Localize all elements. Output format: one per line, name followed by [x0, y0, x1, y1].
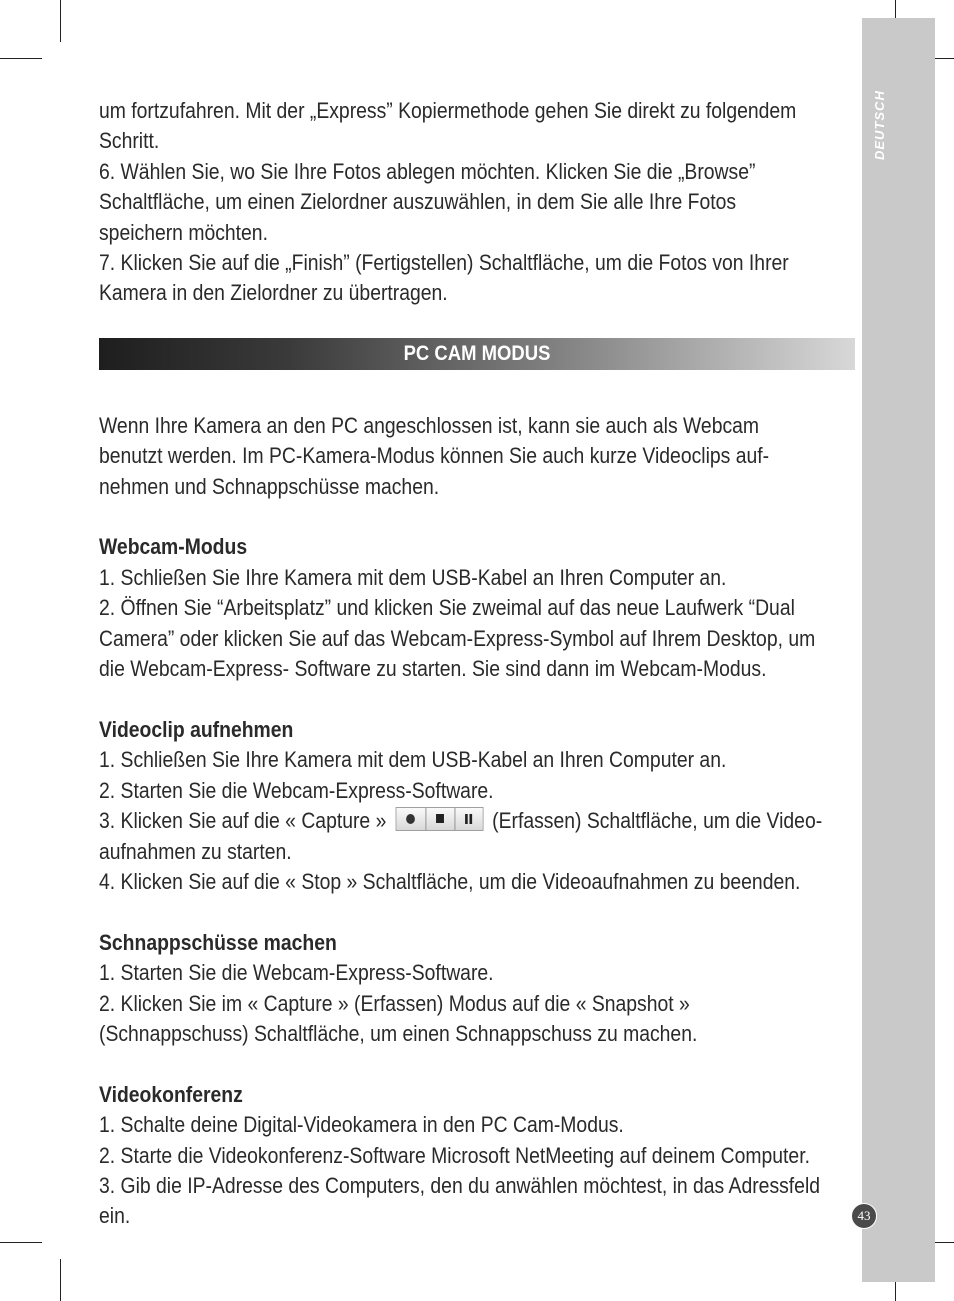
text-fragment: 3. Klicken Sie auf die « Capture » [99, 808, 387, 834]
text-line: aufnahmen zu starten. [99, 838, 292, 864]
text-line: benutzt werden. Im PC-Kamera-Modus können Sie auch kurze Videoclips auf- [99, 443, 770, 469]
text-line: ein. [99, 1203, 131, 1229]
paragraph-gap [99, 1049, 857, 1079]
text-line: nehmen und Schnappschüsse machen. [99, 473, 440, 499]
text-line: 1. Schließen Sie Ihre Kamera mit dem USB-Kabel an Ihren Computer an. [99, 564, 727, 590]
text-line: 2. Klicken Sie im « Capture » (Erfassen) Modus auf die « Snapshot » [99, 990, 690, 1016]
paragraph-gap [99, 897, 857, 927]
text-line: um fortzufahren. Mit der „Express” Kopiermethode gehen Sie direkt zu folgendem [99, 98, 797, 123]
paragraph-gap [99, 502, 857, 532]
text-line: 1. Schließen Sie Ihre Kamera mit dem USB-Kabel an Ihren Computer an. [99, 747, 727, 773]
text-line: 1. Schalte deine Digital-Videokamera in den PC Cam-Modus. [99, 1112, 624, 1138]
text-line-with-controls [99, 806, 857, 836]
text-fragment: (Erfassen) Schaltfläche, um die Video- [492, 808, 823, 834]
text-line: speichern möchten. [99, 219, 268, 245]
subheading-snapshot: Schnappschüsse machen [99, 929, 337, 955]
language-label: DEUTSCH [872, 90, 887, 160]
text-line: 3. Gib die IP-Adresse des Computers, den du anwählen möchtest, in das Adressfeld [99, 1172, 821, 1198]
crop-mark [0, 58, 42, 59]
text-line: (Schnappschuss) Schaltfläche, um einen Schnappschuss zu machen. [99, 1020, 698, 1046]
text-line: 6. Wählen Sie, wo Sie Ihre Fotos ablegen möchten. Klicken Sie die „Browse” [99, 158, 756, 184]
document-body [99, 96, 857, 1232]
pause-icon [465, 814, 468, 824]
record-icon [406, 814, 415, 824]
paragraph-gap [99, 684, 857, 714]
text-line: Camera” oder klicken Sie auf das Webcam-Express-Symbol auf Ihrem Desktop, um [99, 625, 816, 651]
divider [454, 808, 455, 830]
subheading-videoconference: Videokonferenz [99, 1081, 243, 1107]
section-spacer [99, 309, 857, 411]
text-line: 7. Klicken Sie auf die „Finish” (Fertigstellen) Schaltfläche, um die Fotos von Ihrer [99, 250, 789, 276]
subheading-webcam: Webcam-Modus [99, 534, 248, 560]
text-line: die Webcam-Express- Software zu starten. Sie sind dann im Webcam-Modus. [99, 656, 767, 682]
crop-mark [0, 1242, 42, 1243]
text-line: Schaltfläche, um einen Zielordner auszuwählen, in dem Sie alle Ihre Fotos [99, 189, 737, 215]
text-line: Kamera in den Zielordner zu übertragen. [99, 280, 448, 306]
text-line: 2. Öffnen Sie “Arbeitsplatz” und klicken Sie zweimal auf das neue Laufwerk “Dual [99, 595, 795, 621]
page-number: 43 [851, 1203, 877, 1229]
crop-mark [60, 0, 61, 42]
text-line: 2. Starten Sie die Webcam-Express-Software. [99, 777, 494, 803]
subheading-videoclip: Videoclip aufnehmen [99, 716, 294, 742]
text-line: Schritt. [99, 128, 160, 154]
stop-icon [436, 814, 444, 823]
text-line: 2. Starte die Videokonferenz-Software Microsoft NetMeeting auf deinem Computer. [99, 1142, 810, 1168]
language-side-tab [862, 18, 935, 1282]
divider [425, 808, 426, 830]
text-line: 4. Klicken Sie auf die « Stop » Schaltfläche, um die Videoaufnahmen zu beenden. [99, 868, 801, 894]
crop-mark [60, 1259, 61, 1301]
capture-controls-image [395, 807, 483, 831]
text-line: Wenn Ihre Kamera an den PC angeschlossen ist, kann sie auch als Webcam [99, 412, 760, 438]
section-title: PC CAM MODUS [403, 342, 551, 365]
text-line: 1. Starten Sie die Webcam-Express-Software. [99, 960, 494, 986]
